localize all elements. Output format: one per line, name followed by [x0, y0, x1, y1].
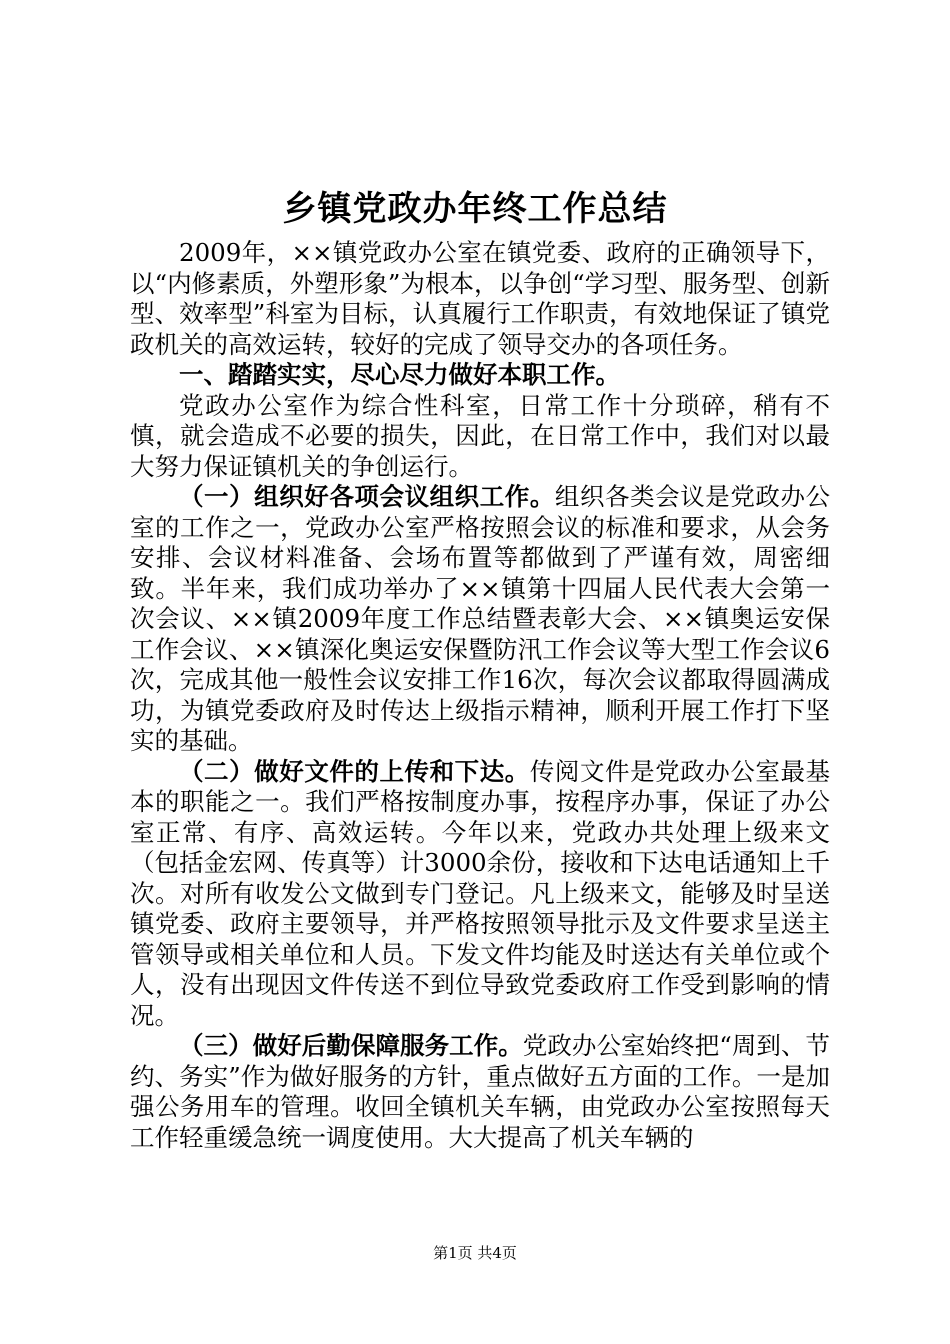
- subheading-meetings: （一）组织好各项会议组织工作。: [179, 482, 555, 511]
- paragraph-text: 传阅文件是党政办公室最基本的职能之一。我们严格按制度办事，按程序办事，保证了办公室正常、有序、高效运转。今年以来，党政办共处理上级来文（包括金宏网、传真等）计3000余份，接收和下达电话通知上千次。对所有收发公文做到专门登记。凡上级来文，能够及时呈送镇党委、政府主要领导，并严格按照领导批示及文件要求呈送主管领导或相关单位和人员。下发文件均能及时送达有关单位或个人，没有出现因文件传送不到位导致党委政府工作受到影响的情况。: [130, 756, 831, 1030]
- page-footer: 第1页 共4页: [433, 1244, 517, 1262]
- paragraph-meetings: [130, 482, 830, 757]
- section-heading-text: 一、踏踏实实，尽心尽力做好本职工作。: [179, 360, 620, 389]
- document-body: [130, 238, 830, 1153]
- paragraph-text: 2009年，××镇党政办公室在镇党委、政府的正确领导下，以“内修素质，外塑形象”为根本，以争创“学习型、服务型、创新型、效率型”科室为目标，认真履行工作职责，有效地保证了镇党政机关的高效运转，较好的完成了领导交办的各项任务。: [130, 238, 830, 359]
- paragraph-text: 党政办公室始终把“周到、节约、务实”作为做好服务的方针，重点做好五方面的工作。一是加强公务用车的管理。收回全镇机关车辆，由党政办公室按照每天工作轻重缓急统一调度使用。大大提高了机关车辆的: [130, 1031, 830, 1152]
- paragraph-text: 党政办公室作为综合性科室，日常工作十分琐碎，稍有不慎，就会造成不必要的损失，因此，在日常工作中，我们对以最大努力保证镇机关的争创运行。: [130, 390, 830, 481]
- paragraph-intro: [130, 238, 830, 360]
- paragraph-section-1-intro: [130, 391, 830, 483]
- subheading-documents: （二）做好文件的上传和下达。: [179, 756, 530, 786]
- section-heading-1: [130, 360, 830, 391]
- paragraph-logistics: [130, 1031, 830, 1153]
- subheading-logistics: （三）做好后勤保障服务工作。: [179, 1031, 523, 1060]
- paragraph-documents: [130, 757, 830, 1032]
- paragraph-text: 组织各类会议是党政办公室的工作之一，党政办公室严格按照会议的标准和要求，从会务安排、会议材料准备、会场布置等都做到了严谨有效，周密细致。半年来，我们成功举办了××镇第十四届人民代表大会第一次会议、××镇2009年度工作总结暨表彰大会、××镇奥运安保工作会议、××镇深化奥运安保暨防汛工作会议等大型工作会议6次，完成其他一般性会议安排工作16次，每次会议都取得圆满成功，为镇党委政府及时传达上级指示精神，顺利开展工作打下坚实的基础。: [130, 482, 831, 755]
- document-title: 乡镇党政办年终工作总结: [282, 189, 668, 229]
